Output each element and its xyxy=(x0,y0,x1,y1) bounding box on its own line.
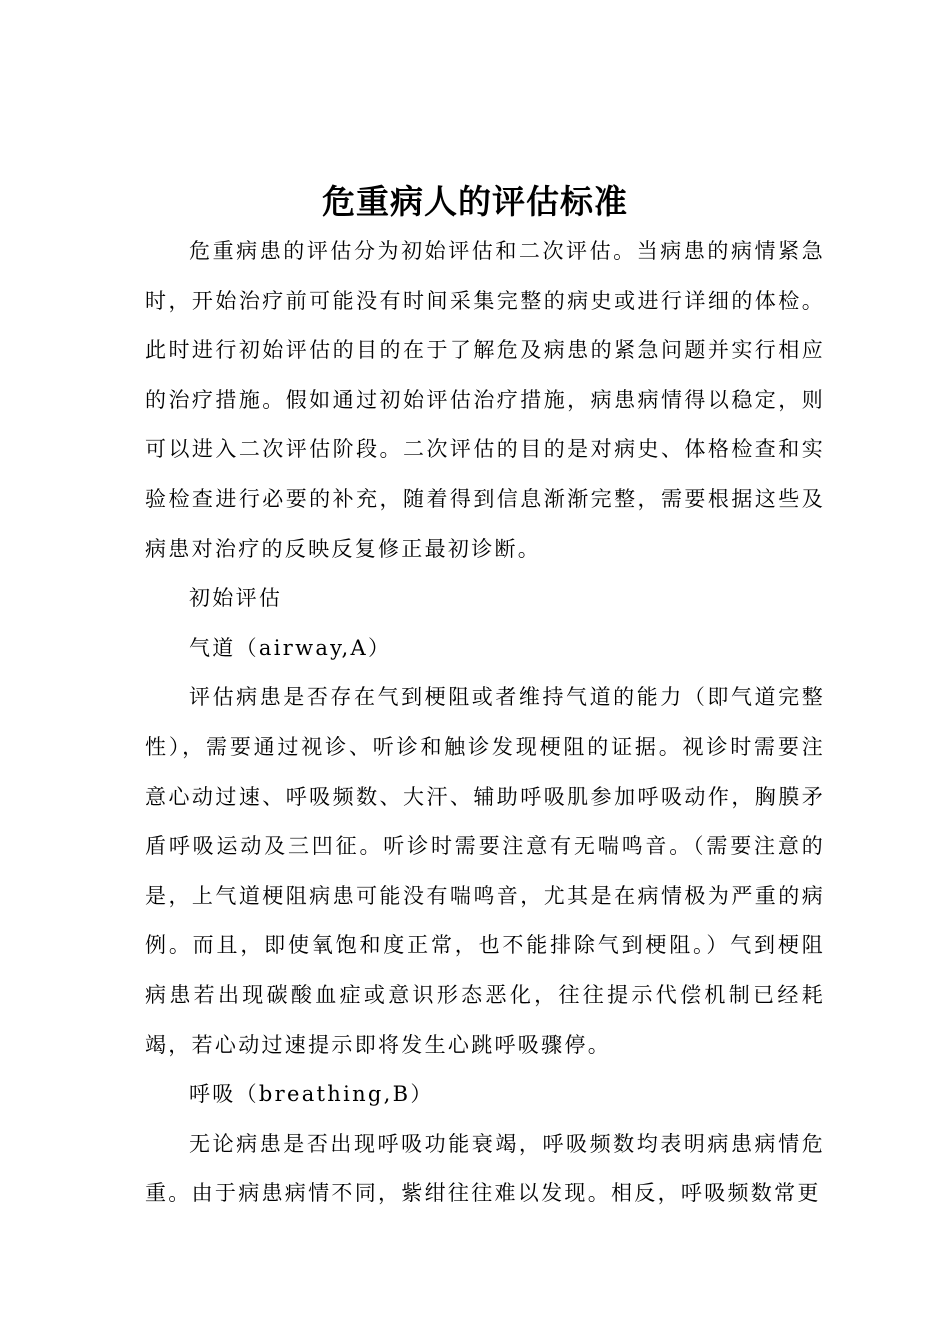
document-title: 危重病人的评估标准 xyxy=(322,182,628,221)
section-heading-airway: 气道（airway,A） xyxy=(189,635,392,660)
paragraph-airway: 评估病患是否存在气到梗阻或者维持气道的能力（即气道完整性），需要通过视诊、听诊和触诊发现梗阻的证据。视诊时需要注意心动过速、呼吸频数、大汗、辅助呼吸肌参加呼吸动作，胸膜矛盾呼吸运动及三凹征。听诊时需要注意有无喘鸣音。（需要注意的是，上气道梗阻病患可能没有喘鸣音，尤其是在病情极为严重的病例。而且，即使氧饱和度正常，也不能排除气到梗阻。）气到梗阻病患若出现碳酸血症或意识形态恶化，往往提示代偿机制已经耗竭，若心动过速提示即将发生心跳呼吸骤停。 xyxy=(145,685,825,1057)
section-heading-breathing: 呼吸（breathing,B） xyxy=(189,1082,434,1107)
section-heading-initial-assessment: 初始评估 xyxy=(189,586,283,611)
paragraph-intro: 危重病患的评估分为初始评估和二次评估。当病患的病情紧急时，开始治疗前可能没有时间采集完整的病史或进行详细的体检。此时进行初始评估的目的在于了解危及病患的紧急问题并实行相应的治疗措施。假如通过初始评估治疗措施，病患病情得以稳定，则可以进入二次评估阶段。二次评估的目的是对病史、体格检查和实验检查进行必要的补充，随着得到信息渐渐完整，需要根据这些及病患对治疗的反映反复修正最初诊断。 xyxy=(145,239,825,561)
document-body xyxy=(145,227,825,1219)
paragraph-breathing: 无论病患是否出现呼吸功能衰竭，呼吸频数均表明病患病情危重。由于病患病情不同，紫绀往往难以发现。相反，呼吸频数常更 xyxy=(145,1131,825,1206)
